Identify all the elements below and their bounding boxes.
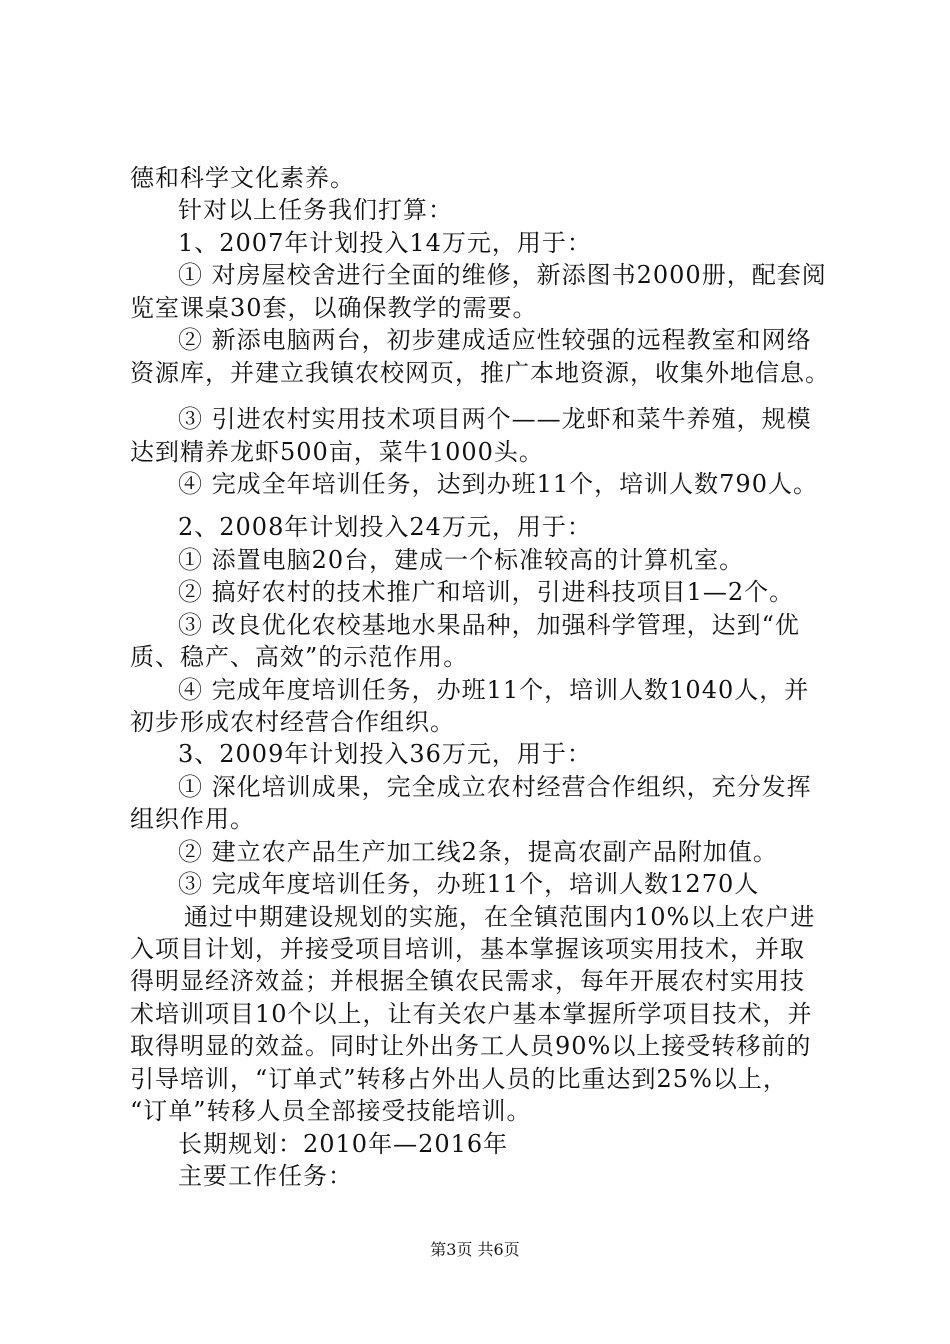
paragraph-line: 引导培训，“订单式”转移占外出人员的比重达到25%以上， <box>130 1065 788 1093</box>
section-heading-2008: 2、2008年计划投入24万元，用于： <box>178 513 592 541</box>
list-item-line: ① 对房屋校舍进行全面的维修，新添图书2000册，配套阅 <box>178 261 827 289</box>
list-item-line: ④ 完成全年培训任务，达到办班11个，培训人数790人。 <box>178 470 818 498</box>
paragraph-line: 术培训项目10个以上，让有关农户基本掌握所学项目技术，并 <box>130 1000 813 1028</box>
list-item-line: ② 搞好农村的技术推广和培训，引进科技项目1—2个。 <box>178 578 795 606</box>
list-item-line: ④ 完成年度培训任务，办班11个，培训人数1040人，并 <box>178 676 810 704</box>
paragraph-line: 得明显经济效益；并根据全镇农民需求，每年开展农村实用技 <box>130 967 805 995</box>
list-item-line: 达到精养龙虾500亩，菜牛1000头。 <box>130 438 544 466</box>
page-number-footer: 第3页 共6页 <box>430 1240 520 1259</box>
list-item-line: 质、稳产、高效”的示范作用。 <box>130 643 469 671</box>
section-heading-long-term: 长期规划：2010年—2016年 <box>178 1130 509 1158</box>
list-item-line: ① 深化培训成果，完全成立农村经营合作组织，充分发挥 <box>178 773 812 801</box>
paragraph-line: 通过中期建设规划的实施，在全镇范围内10%以上农户进 <box>184 903 816 931</box>
list-item-line: ③ 完成年度培训任务，办班11个，培训人数1270人 <box>178 870 760 898</box>
paragraph-line: “订单”转移人员全部接受技能培训。 <box>130 1097 532 1125</box>
section-heading-2009: 3、2009年计划投入36万元，用于： <box>178 740 592 768</box>
list-item-line: 览室课桌30套，以确保教学的需要。 <box>130 294 538 322</box>
list-item-line: 初步形成农村经营合作组织。 <box>130 708 455 736</box>
list-item-line: ② 建立农产品生产加工线2条，提高农副产品附加值。 <box>178 838 778 866</box>
list-item-line: ③ 改良优化农校基地水果品种，加强科学管理，达到“优 <box>178 611 800 639</box>
paragraph-line: 主要工作任务： <box>178 1162 353 1190</box>
paragraph-line: 针对以上任务我们打算： <box>178 196 453 224</box>
paragraph-line: 入项目计划，并接受项目培训，基本掌握该项实用技术，并取 <box>130 935 805 963</box>
list-item-line: 组织作用。 <box>130 805 255 833</box>
paragraph-line: 取得明显的效益。同时让外出务工人员90%以上接受转移前的 <box>130 1032 812 1060</box>
section-heading-2007: 1、2007年计划投入14万元，用于： <box>178 229 592 257</box>
list-item-line: ① 添置电脑20台，建成一个标准较高的计算机室。 <box>178 546 745 574</box>
list-item-line: ② 新添电脑两台，初步建成适应性较强的远程教室和网络 <box>178 326 812 354</box>
paragraph-line: 德和科学文化素养。 <box>130 164 355 192</box>
list-item-line: ③ 引进农村实用技术项目两个——龙虾和菜牛养殖，规模 <box>178 405 812 433</box>
list-item-line: 资源库，并建立我镇农校网页，推广本地资源，收集外地信息。 <box>130 359 830 387</box>
